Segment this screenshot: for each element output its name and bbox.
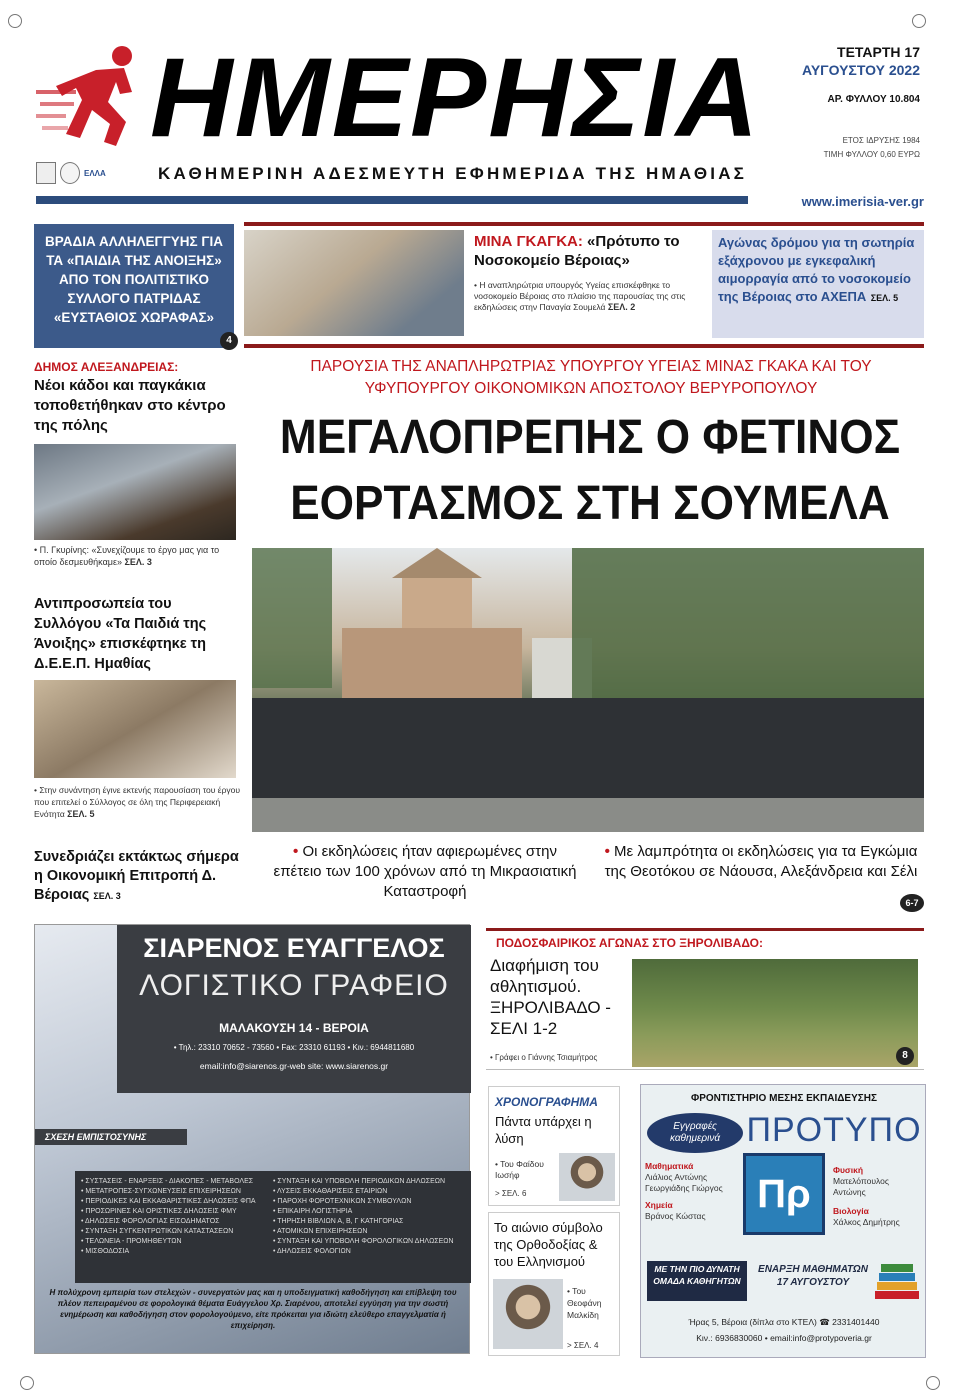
registration-mark (912, 14, 926, 28)
protypo-right1b: Ματελόπουλος Αντώνης (833, 1176, 889, 1197)
gkaga-caption (474, 280, 706, 313)
service-item: • ΔΗΛΩΣΕΙΣ ΦΟΛΟΓΙΩΝ (273, 1248, 351, 1255)
service-item: • ΑΤΟΜΙΚΩΝ ΕΠΙΧΕΙΡΗΣΕΩΝ (273, 1228, 368, 1235)
alexandreia-caption (34, 544, 240, 568)
chrono-author: • Του Φαίδου Ιωσήφ (495, 1159, 544, 1180)
books-graphic (873, 1261, 921, 1301)
protypo-logo (743, 1153, 825, 1235)
lead-headline-1: ΜΕΓΑΛΟΠΡΕΠΗΣ Ο ΦΕΤΙΝΟΣ (279, 411, 901, 464)
protypo-address: Ήρας 5, Βέροια (δίπλα στο ΚΤΕΛ) ☎ 2331401440 (688, 1317, 880, 1327)
chrono-label: ΧΡΟΝΟΓΡΑΦΗΜΑ (495, 1095, 598, 1109)
bullet-dot: • (604, 843, 615, 860)
services-right-list (273, 1177, 465, 1277)
protypo-slogan: ΜΕ ΤΗΝ ΠΙΟ ΔΥΝΑΤΗ ΟΜΑΔΑ ΚΑΘΗΓΗΤΩΝ (647, 1261, 747, 1301)
symbol-author-photo (493, 1279, 563, 1349)
service-item: • ΔΗΛΩΣΕΙΣ ΦΟΡΟΛΟΓΙΑΣ ΕΙΣΟΔΗΜΑΤΟΣ (81, 1218, 220, 1225)
lead-bullet-right (596, 842, 926, 882)
gkaga-name: ΜΙΝΑ ΓΚΑΓΚΑ: (474, 233, 583, 250)
lead-kicker: ΠΑΡΟΥΣΙΑ ΤΗΣ ΑΝΑΠΛΗΡΩΤΡΙΑΣ ΥΠΟΥΡΓΟΥ ΥΓΕΙΑΣ ΜΙΝΑΣ ΓΚΑΚΑ ΚΑΙ ΤΟΥ ΥΦΥΠΟΥΡΓΟΥ ΟΙΚΟΝΟΜΙΚΩΝ ΑΠΟΣΤΟΛΟΥ ΒΕΡΥΡΟΠΟΥΛΟΥ (310, 358, 872, 397)
alexandreia-sel: ΣΕΛ. 3 (124, 557, 152, 567)
protypo-left1: Μαθηματικά (645, 1161, 694, 1171)
protypo-left1b: Λιάλιος Αντώνης Γεωργιάδης Γιώργος (645, 1172, 723, 1193)
siarenos-address: ΜΑΛΑΚΟΥΣΗ 14 - ΒΕΡΟΙΑ (219, 1021, 369, 1035)
lead-headline-2: ΕΟΡΤΑΣΜΟΣ ΣΤΗ ΣΟΥΜΕΛΑ (290, 477, 890, 530)
protypo-enroll-badge (647, 1113, 743, 1153)
protypo-top: ΦΡΟΝΤΙΣΤΗΡΙΟ ΜΕΣΗΣ ΕΚΠΑΙΔΕΥΣΗΣ (691, 1093, 877, 1104)
committee-headline (34, 848, 242, 906)
chrono-headline: Πάντα υπάρχει η λύση (495, 1114, 592, 1146)
chrono-box (488, 1086, 620, 1206)
deep-headline: Αντιπροσωπεία του Συλλόγου «Τα Παιδιά της Άνοιξης» επισκέφτηκε τη Δ.Ε.Ε.Π. Ημαθίας (34, 596, 207, 672)
protypo-start: ΕΝΑΡΞΗ ΜΑΘΗΜΑΤΩΝ 17 ΑΥΓΟΥΣΤΟΥ (758, 1264, 868, 1288)
runner-logo (36, 42, 146, 152)
protypo-right2: Βιολογία (833, 1206, 869, 1216)
siarenos-phones: • Τηλ.: 23310 70652 - 73560 • Fax: 23310 61193 • Κιν.: 6944811680 (173, 1043, 415, 1052)
protypo-logo-text: Πρ (757, 1171, 811, 1216)
service-item: • ΣΥΣΤΑΣΕΙΣ - ΕΝΑΡΞΕΙΣ - ΔΙΑΚΟΠΕΣ - ΜΕΤΑΒΟΛΕΣ (81, 1178, 254, 1185)
service-item: • ΣΥΝΤΑΞΗ ΚΑΙ ΥΠΟΒΟΛΗ ΦΟΡΟΛΟΓΙΚΩΝ ΔΗΛΩΣΕΩΝ (273, 1238, 454, 1245)
page-badge-4: 4 (220, 332, 238, 350)
solidarity-box (34, 224, 234, 348)
football-label: ΠΟΔΟΣΦΑΙΡΙΚΟΣ ΑΓΩΝΑΣ ΣΤΟ ΞΗΡΟΛΙΒΑΔΟ: (496, 936, 763, 950)
masthead-subtitle: ΚΑΘΗΜΕΡΙΝΗ ΑΔΕΣΜΕΥΤΗ ΕΦΗΜΕΡΙΔΑ ΤΗΣ ΗΜΑΘΙΑΣ (158, 164, 748, 183)
protypo-right2b: Χάλκος Δημήτρης (833, 1217, 900, 1227)
chrono-author-photo (559, 1153, 615, 1201)
siarenos-name: ΣΙΑΡΕΝΟΣ ΕΥΑΓΓΕΛΟΣ (143, 933, 445, 963)
founded-year: ΕΤΟΣ ΙΔΡΥΣΗΣ 1984 (842, 136, 920, 145)
committee-sel: ΣΕΛ. 3 (93, 891, 121, 901)
lead-bullet-right-text: Με λαμπρότητα οι εκδηλώσεις για τα Εγκώμια της Θεοτόκου σε Νάουσα, Αλεξάνδρεια και Σέλι (604, 843, 918, 880)
masthead-title: ΗΜΕΡΗΣΙΑ (150, 35, 761, 160)
service-item: • ΠΕΡΙΟΔΙΚΕΣ ΚΑΙ ΕΚΚΑΘΑΡΙΣΤΙΚΕΣ ΔΗΛΩΣΕΙΣ ΦΠΑ (81, 1198, 256, 1205)
service-item: • ΣΥΝΤΑΞΗ ΚΑΙ ΥΠΟΒΟΛΗ ΠΕΡΙΟΔΙΚΩΝ ΔΗΛΩΣΕΩΝ (273, 1178, 446, 1185)
bench-photo (34, 444, 236, 540)
registration-mark (20, 1376, 34, 1390)
protypo-left2b: Βράνος Κώστας (645, 1211, 706, 1221)
top-rule (244, 222, 924, 226)
service-item: • ΕΠΙΚΑΙΡΗ ΛΟΓΙΣΤΗΡΙΑ (273, 1208, 353, 1215)
chrono-sel: > ΣΕΛ. 6 (495, 1189, 527, 1198)
siarenos-email: email:info@siarenos.gr-web site: www.siarenos.gr (199, 1061, 389, 1071)
committee-headline-text: Συνεδριάζει εκτάκτως σήμερα η Οικονομική Επιτροπή Δ. Βέροιας (34, 849, 239, 903)
solidarity-headline: ΒΡΑΔΙΑ ΑΛΛΗΛΕΓΓΥΗΣ ΓΙΑ ΤΑ «ΠΑΙΔΙΑ ΤΗΣ ΑΝΟΙΞΗΣ» ΑΠΟ ΤΟΝ ΠΟΛΙΤΙΣΤΙΚΟ ΣΥΛΛΟΓΟ ΠΑΤΡΙΔΑΣ «ΕΥΣΤΑΘΙΟΣ ΧΩΡΑΦΑΣ» (45, 234, 223, 325)
protypo-contact: Κιν.: 6936830060 • email:info@protypoveria.gr (696, 1333, 872, 1343)
service-item: • ΛΥΣΕΙΣ ΕΚΚΑΘΑΡΙΣΕΙΣ ΕΤΑΙΡΙΩΝ (273, 1188, 388, 1195)
service-item: • ΜΕΤΑΤΡΟΠΕΣ-ΣΥΓΧΩΝΕΥΣΕΙΣ ΕΠΙΧΕΙΡΗΣΕΩΝ (81, 1188, 241, 1195)
protypo-left2: Χημεία (645, 1200, 673, 1210)
service-item: • ΣΥΝΤΑΞΗ ΣΥΓΚΕΝΤΡΩΤΙΚΩΝ ΚΑΤΑΣΤΑΣΕΩΝ (81, 1228, 234, 1235)
siarenos-office: ΛΟΓΙΣΤΙΚΟ ΓΡΑΦΕΙΟ (139, 969, 449, 1002)
service-item: • ΜΙΣΘΟΔΟΣΙΑ (81, 1248, 130, 1255)
symbol-sel: > ΣΕΛ. 4 (567, 1341, 599, 1350)
alexandreia-headline: Νέοι κάδοι και παγκάκια τοποθετήθηκαν στο κέντρο της πόλης (34, 377, 226, 434)
alexandreia-label: ΔΗΜΟΣ ΑΛΕΞΑΝΔΡΕΙΑΣ: (34, 360, 179, 374)
gkaga-headline (474, 232, 704, 270)
issue-date: ΑΥΓΟΥΣΤΟΥ 2022 (801, 62, 920, 78)
gkaga-caption-text: • Η αναπληρώτρια υπουργός Υγείας επισκέφθηκε το νοσοκομείο Βέροιας στο πλαίσιο της παρουσίας της στις εκδηλώσεις στην Παναγία Σουμελά (474, 280, 686, 312)
deep-caption-text: • Στην συνάντηση έγινε εκτενής παρουσίαση του έργου που επιτελεί ο Σύλλογος σε όλη της Περιφερειακή Ενότητα (34, 785, 241, 819)
gkaga-quote: «Πρότυπο το Νοσοκομείο Βέροιας» (474, 233, 680, 269)
acheps-box (712, 230, 924, 338)
page-badge-6-7: 6-7 (900, 894, 924, 912)
gkaga-sel: ΣΕΛ. 2 (607, 302, 636, 312)
protypo-ad (640, 1084, 926, 1358)
soumela-ceremony-photo (252, 548, 924, 832)
website-link[interactable]: www.imerisia-ver.gr (801, 194, 924, 209)
acheps-sel: ΣΕΛ. 5 (870, 293, 899, 303)
page-badge-8: 8 (896, 1047, 914, 1065)
registration-mark (926, 1376, 940, 1390)
protypo-right (833, 1165, 923, 1228)
hospital-visit-photo (244, 230, 464, 336)
service-item: • ΠΑΡΟΧΗ ΦΟΡΟΤΕΧΝΙΚΩΝ ΣΥΜΒΟΥΛΩΝ (273, 1198, 412, 1205)
symbol-author: • Του Θεοφάνη Μαλκίδη (567, 1286, 602, 1320)
acheps-headline: Αγώνας δρόμου για τη σωτηρία εξάχρονου με εγκεφαλική αιμορραγία από το νοσοκομείο της Βέροιας στο ΑΧΕΠΑ (718, 235, 915, 304)
alexandreia-caption-text: • Π. Γκυρίνης: «Συνεχίζουμε το έργο μας για το οποίο δεσμευθήκαμε» (34, 545, 220, 567)
siarenos-ad (34, 924, 470, 1354)
football-box (486, 928, 924, 1070)
masthead-rule (36, 196, 748, 204)
issue-number: ΑΡ. ΦΥΛΛΟΥ 10.804 (827, 94, 920, 105)
deep-caption (34, 784, 242, 820)
siarenos-footer: Η πολύχρονη εμπειρία των στελεχών - συνεργατών μας και η υποδειγματική καθοδήγηση και επίβλεψη του πλέον πεπειραμένου σε φορολογικά θέματα Ευάγγελου Χρ. Σιαρένου, αποτελεί εγγύηση για την σωστή ενημέρωση και καθοδήγηση στον φορολογούμενο, είτε πρόκειται για ιδιώτη ελεύθερο επαγγελματία ή επιχείρηση. (49, 1288, 457, 1330)
top-rule-bottom (244, 344, 924, 348)
protypo-enroll: Εγγραφές καθημερινά (669, 1121, 721, 1144)
symbol-box (488, 1212, 620, 1356)
meeting-photo (34, 680, 236, 778)
service-item: • ΠΡΟΣΩΡΙΝΕΣ ΚΑΙ ΟΡΙΣΤΙΚΕΣ ΔΗΛΩΣΕΙΣ ΦΜΥ (81, 1208, 237, 1215)
deep-sel: ΣΕΛ. 5 (67, 809, 95, 819)
football-match-photo (632, 959, 918, 1067)
logo-badge: ΕΛΛΑ (84, 168, 106, 178)
football-credit: • Γράφει ο Γιάννης Τσιαμήτρος (490, 1053, 598, 1062)
protypo-right1: Φυσική (833, 1165, 864, 1175)
bullet-dot: • (293, 843, 303, 860)
lead-bullet-left-text: Οι εκδηλώσεις ήταν αφιερωμένες στην επέτειο των 100 χρόνων από τη Μικρασιατική Καταστροφή (273, 843, 577, 900)
siarenos-services (75, 1171, 471, 1283)
registration-mark (8, 14, 22, 28)
issue-price: ΤΙΜΗ ΦΥΛΛΟΥ 0,60 ΕΥΡΩ (823, 150, 920, 159)
protypo-left (645, 1161, 741, 1222)
service-item: • ΤΕΛΩΝΕΙΑ - ΠΡΟΜΗΘΕΥΤΩΝ (81, 1238, 182, 1245)
protypo-name: ΠΡΟΤΥΠΟ (746, 1111, 922, 1149)
football-headline: Διαφήμιση του αθλητισμού. ΞΗΡΟΛΙΒΑΔΟ - ΣΕΛΙ 1-2 (490, 956, 611, 1038)
symbol-headline: Το αιώνιο σύμβολο της Ορθοδοξίας & του Ελληνισμού (494, 1220, 603, 1269)
issue-day: ΤΕΤΑΡΤΗ 17 (837, 44, 920, 60)
siarenos-banner: ΣΧΕΣΗ ΕΜΠΙΣΤΟΣΥΝΗΣ (35, 1129, 187, 1145)
service-item: • ΤΗΡΗΣΗ ΒΙΒΛΙΩΝ Α, Β, Γ ΚΑΤΗΓΟΡΙΑΣ (273, 1218, 404, 1225)
lead-bullet-left (270, 842, 580, 902)
certification-logos (36, 160, 148, 186)
services-left-list (81, 1177, 273, 1277)
